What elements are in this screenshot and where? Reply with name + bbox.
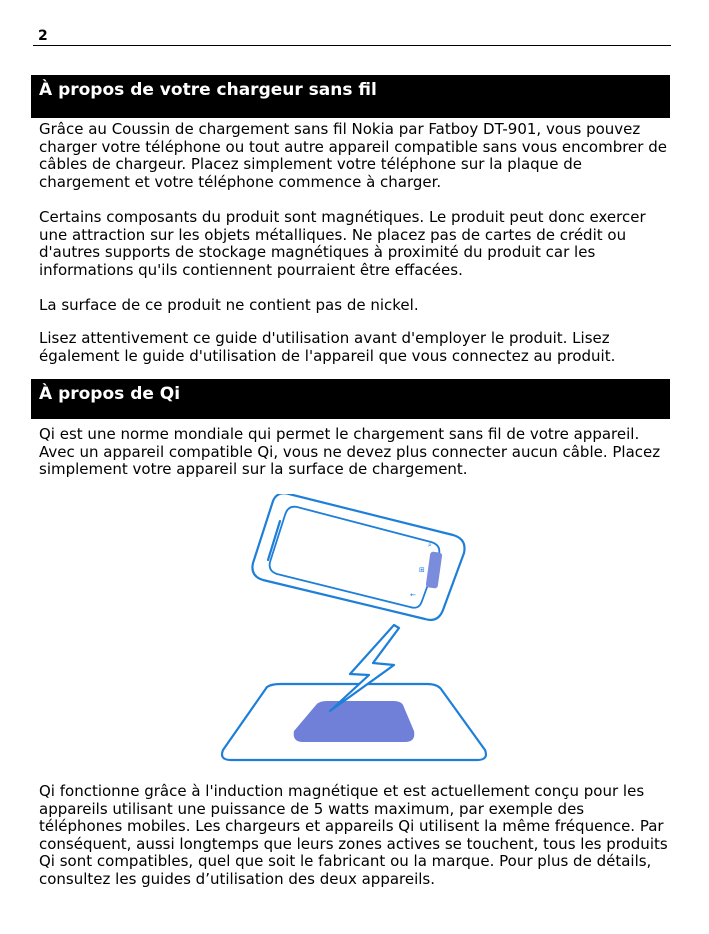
phone-icon xyxy=(252,494,464,620)
section-heading-wireless-charger: À propos de votre chargeur sans fil xyxy=(31,75,670,118)
paragraph-qi-standard: Qi est une norme mondiale qui permet le chargement sans fil de votre appareil. Avec un appareil compatible Qi, vous ne devez plus connecter aucun câble. Placez simplement votre appareil sur la surface de chargement. xyxy=(39,425,661,479)
paragraph-qi-induction: Qi fonctionne grâce à l'induction magnétique et est actuellement conçu pour les appareils utilisant une puissance de 5 watts maximum, par exemple des téléphones mobiles. Les chargeurs et appareils Qi utilisent la même fréquence. Par conséquent, aussi longtemps que leurs zones actives se touchent, tous les produits Qi sont compatibles, quel que soit le fabricant ou la marque. Pour plus de détails, consultez les guides d’utilisation des deux appareils. xyxy=(39,782,668,888)
header-rule xyxy=(33,45,671,46)
paragraph-read-guide: Lisez attentivement ce guide d'utilisation avant d'employer le produit. Lisez également le guide d'utilisation de l'appareil que vous connectez au produit. xyxy=(39,329,616,365)
lightning-bolt-icon xyxy=(330,625,399,711)
svg-text:⌕: ⌕ xyxy=(428,541,432,549)
charging-zone-icon xyxy=(294,701,415,742)
charging-pad-icon xyxy=(222,684,486,760)
svg-text:←: ← xyxy=(410,591,416,599)
svg-text:⊞: ⊞ xyxy=(419,566,425,574)
paragraph-nickel: La surface de ce produit ne contient pas de nickel. xyxy=(39,296,419,314)
wireless-charging-illustration xyxy=(219,494,489,766)
paragraph-intro: Grâce au Coussin de chargement sans fil Nokia par Fatboy DT-901, vous pouvez charger votre téléphone ou tout autre appareil compatible sans vous encombrer de câbles de chargeur. Placez simplement votre téléphone sur la plaque de chargement et votre téléphone commence à charger. xyxy=(39,120,667,191)
paragraph-magnetic-warning: Certains composants du produit sont magnétiques. Le produit peut donc exercer une attraction sur les objets métalliques. Ne placez pas de cartes de crédit ou d'autres supports de stockage magnétiques à proximité du produit car les informations qu'ils contiennent pourraient être effacées. xyxy=(39,208,646,279)
section-heading-qi: À propos de Qi xyxy=(31,379,670,419)
page-number: 2 xyxy=(38,28,48,44)
